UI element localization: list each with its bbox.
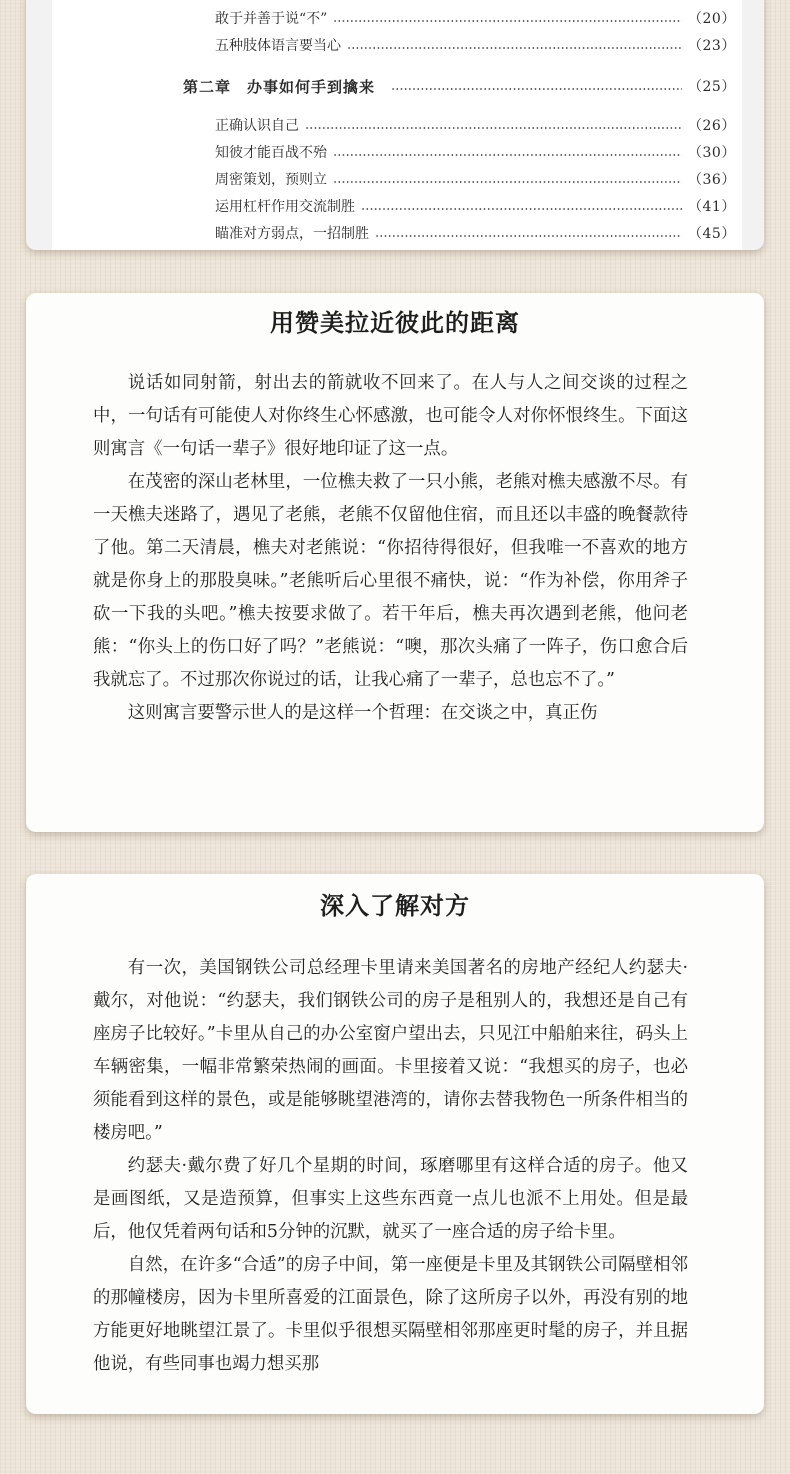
toc-chapter-heading [52, 75, 742, 99]
toc-entry-title: 运用杠杆作用交流制胜 [215, 199, 355, 215]
toc-chapter-title: 第二章 办事如何手到擒来 [183, 78, 376, 96]
toc-chapter-page: （25） [688, 79, 736, 95]
toc-entry-page: （23） [688, 38, 736, 54]
toc-leader-dots [333, 154, 682, 156]
toc-entry-title: 周密策划，预则立 [215, 172, 327, 188]
toc-entry-title: 敢于并善于说“不” [215, 11, 328, 27]
article-paragraph: 在茂密的深山老林里，一位樵夫救了一只小熊，老熊对樵夫感激不尽。有一天樵夫迷路了，遇见了老熊，老熊不仅留他住宿，而且还以丰盛的晚餐款待了他。第二天清晨，樵夫对老熊说：“你招待得很好，但我唯一不喜欢的地方就是你身上的那股臭味。”老熊听后心里很不痛快，说：“作为补偿，你用斧子砍一下我的头吧。”樵夫按要求做了。若干年后，樵夫再次遇到老熊，他问老熊：“你头上的伤口好了吗？”老熊说：“噢，那次头痛了一阵子，伤口愈合后我就忘了。不过那次你说过的话，让我心痛了一辈子，总也忘不了。” [93, 472, 688, 690]
toc-entry [52, 114, 742, 138]
toc-entry-page: （41） [688, 199, 736, 215]
toc-leader-dots [333, 181, 682, 183]
toc-leader-dots [361, 208, 682, 210]
toc-entry-page: （45） [688, 226, 736, 242]
toc-leader-dots [375, 235, 682, 237]
toc-entry [52, 34, 742, 58]
article-title: 深入了解对方 [320, 892, 470, 920]
toc-entry-page: （36） [688, 172, 736, 188]
article-title: 用赞美拉近彼此的距离 [270, 309, 520, 337]
toc-card [26, 0, 764, 250]
toc-entry [52, 195, 742, 219]
toc-entry-page: （26） [688, 118, 736, 134]
article-body [93, 952, 688, 1381]
article-body [93, 367, 688, 730]
toc-leader-dots [347, 47, 682, 49]
article-card-2 [26, 874, 764, 1414]
toc-entry-title: 瞄准对方弱点，一招制胜 [215, 226, 369, 242]
article-card-1 [26, 293, 764, 832]
toc-entry [52, 222, 742, 246]
toc-entry [52, 168, 742, 192]
toc-entry [52, 141, 742, 165]
toc-leader-dots [305, 127, 682, 129]
toc-leader-dots [333, 20, 682, 22]
toc-entry-title: 知彼才能百战不殆 [215, 145, 327, 161]
toc-leader-dots [391, 88, 682, 90]
toc-entry-page: （20） [688, 11, 736, 27]
article-paragraph: 约瑟夫·戴尔费了好几个星期的时间，琢磨哪里有这样合适的房子。他又是画图纸，又是造预算，但事实上这些东西竟一点儿也派不上用处。但是最后，他仅凭着两句话和5分钟的沉默，就买了一座合适的房子给卡里。 [93, 1156, 688, 1242]
toc-entry [52, 7, 742, 31]
article-paragraph: 这则寓言要警示世人的是这样一个哲理：在交谈之中，真正伤 [127, 703, 598, 723]
toc-entry-page: （30） [688, 145, 736, 161]
toc-page [52, 0, 742, 250]
toc-entry-title: 正确认识自己 [215, 118, 299, 134]
article-paragraph: 有一次，美国钢铁公司总经理卡里请来美国著名的房地产经纪人约瑟夫·戴尔，对他说：“约瑟夫，我们钢铁公司的房子是租别人的，我想还是自己有座房子比较好。”卡里从自己的办公室窗户望出去，只见江中船舶来往，码头上车辆密集，一幅非常繁荣热闹的画面。卡里接着又说：“我想买的房子，也必须能看到这样的景色，或是能够眺望港湾的，请你去替我物色一所条件相当的楼房吧。” [93, 958, 688, 1143]
article-paragraph: 自然，在许多“合适”的房子中间，第一座便是卡里及其钢铁公司隔壁相邻的那幢楼房，因为卡里所喜爱的江面景色，除了这所房子以外，再没有别的地方能更好地眺望江景了。卡里似乎很想买隔壁相邻那座更时髦的房子，并且据他说，有些同事也竭力想买那 [93, 1255, 688, 1374]
toc-entry-title: 五种肢体语言要当心 [215, 38, 341, 54]
article-paragraph: 说话如同射箭，射出去的箭就收不回来了。在人与人之间交谈的过程之中，一句话有可能使人对你终生心怀感激，也可能令人对你怀恨终生。下面这则寓言《一句话一辈子》很好地印证了这一点。 [93, 373, 688, 459]
